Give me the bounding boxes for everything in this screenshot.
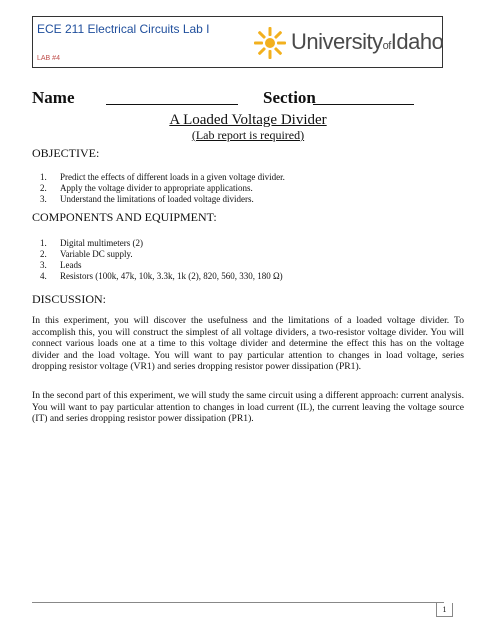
section-blank-line[interactable]: [313, 104, 414, 105]
name-label: Name: [32, 88, 75, 107]
course-title: ECE 211 Electrical Circuits Lab I: [37, 22, 210, 36]
list-item: 2. Variable DC supply.: [40, 249, 133, 259]
list-item: 4. Resistors (100k, 47k, 10k, 3.3k, 1k (2), 820, 560, 330, 180 Ω): [40, 271, 283, 281]
page-title: [0, 112, 496, 129]
components-heading: COMPONENTS AND EQUIPMENT:: [32, 210, 217, 224]
title-text: A Loaded Voltage Divider: [169, 112, 327, 128]
lab-number: LAB #4: [37, 55, 60, 62]
components-list: [40, 238, 283, 282]
footer-divider: [32, 602, 444, 603]
list-item: 1. Predict the effects of different loads in a given voltage divider.: [40, 172, 285, 182]
university-logo: [253, 25, 444, 61]
page-number: 1: [436, 603, 453, 617]
page-subtitle: [0, 128, 496, 143]
logo-wordmark: [291, 29, 443, 55]
discussion-paragraph-1: In this experiment, you will discover the usefulness and the limitations of a loaded voltage divider. To accomplish this, you will construct the simplest of all voltage dividers, a two-resistor voltage divider. You will connect various loads one at a time to this voltage divider and determine the effect this has on the voltage divider and the load voltage. You will want to pay particular attention to changes in load voltage, series dropping resistor voltage (VR1) and series dropping resistor power dissipation (PR1).: [32, 315, 464, 372]
page-header: [32, 16, 443, 68]
discussion-heading: DISCUSSION:: [32, 292, 107, 306]
list-item: 2. Apply the voltage divider to appropriate applications.: [40, 183, 253, 193]
subtitle-text: (Lab report is required): [191, 128, 305, 142]
logo-name: Idaho: [390, 29, 444, 54]
logo-of: of: [382, 40, 391, 52]
objective-heading: OBJECTIVE:: [32, 146, 100, 160]
name-blank-line[interactable]: [106, 104, 238, 105]
discussion-paragraph-2: In the second part of this experiment, we will study the same circuit using a different approach: current analysis. You will want to pay particular attention to changes in load current (IL), the current leaving the voltage source (IT) and series dropping resistor power dissipation (PR1).: [32, 390, 464, 424]
logo-main: University: [291, 29, 383, 54]
section-label: Section: [263, 88, 316, 107]
objective-list: [40, 172, 285, 205]
name-section-row: [32, 88, 452, 108]
list-item: 3. Leads: [40, 260, 82, 270]
list-item: 1. Digital multimeters (2): [40, 238, 143, 248]
list-item: 3. Understand the limitations of loaded voltage dividers.: [40, 194, 254, 204]
sunburst-logo-icon: [253, 26, 287, 60]
